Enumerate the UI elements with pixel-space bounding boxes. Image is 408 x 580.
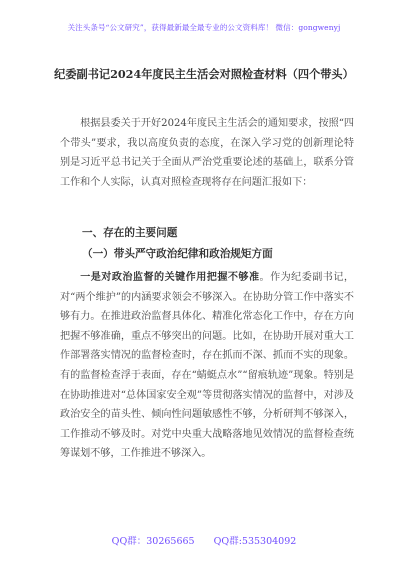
section-heading: 一、存在的主要问题 <box>82 227 178 239</box>
subsection-heading: （一）带头严守政治纪律和政治规矩方面 <box>82 248 273 260</box>
body-paragraph <box>60 268 354 464</box>
qq-group-1: QQ群：30265665 <box>111 536 195 547</box>
qq-group-2: QQ群:535304092 <box>213 536 297 547</box>
document-title: 纪委副书记2024年度民主生活会对照检查材料（四个带头） <box>54 67 354 81</box>
header-banner: 关注头条号“公文研究”，获得最新最全最专业的公文资料库！ 微信：gongwenyj <box>67 23 341 32</box>
intro-paragraph: 根据县委关于开好2024年度民主生活会的通知要求，按照“四个带头”要求，我以高度负责的态度，在深入学习党的创新理论特别是习近平总书记关于全面从严治党重要论述的基础上，联系分管工作和个人实际，认真对照检查现将存在问题汇报如下： <box>60 118 354 188</box>
footer <box>0 533 408 547</box>
paragraph-lead: 一是对政治监督的关键作用把握不够准 <box>80 272 260 283</box>
paragraph-body: 。作为纪委副书记，对“两个维护”的内涵要求领会不够深入。在协助分管工作中落实不够有力。在推进政治监督具体化、精准化常态化工作中，存在方向把握不够准确，重点不够突出的问题。比如，在协助开展对重大工作部署落实情况的监督检查时，存在抓而不深、抓而不实的现象。有的监督检查浮于表面，存在“蜻蜓点水”“留痕轨迹”现象。特别是在协助推进对“总体国家安全观”等贯彻落实情况的监督中，对涉及政治安全的苗头性、倾向性问题敏感性不够，分析研判不够深入，工作推动不够及时。对党中央重大战略落地见效情况的监督检查统筹谋划不够，工作推进不够深入。 <box>60 272 354 460</box>
